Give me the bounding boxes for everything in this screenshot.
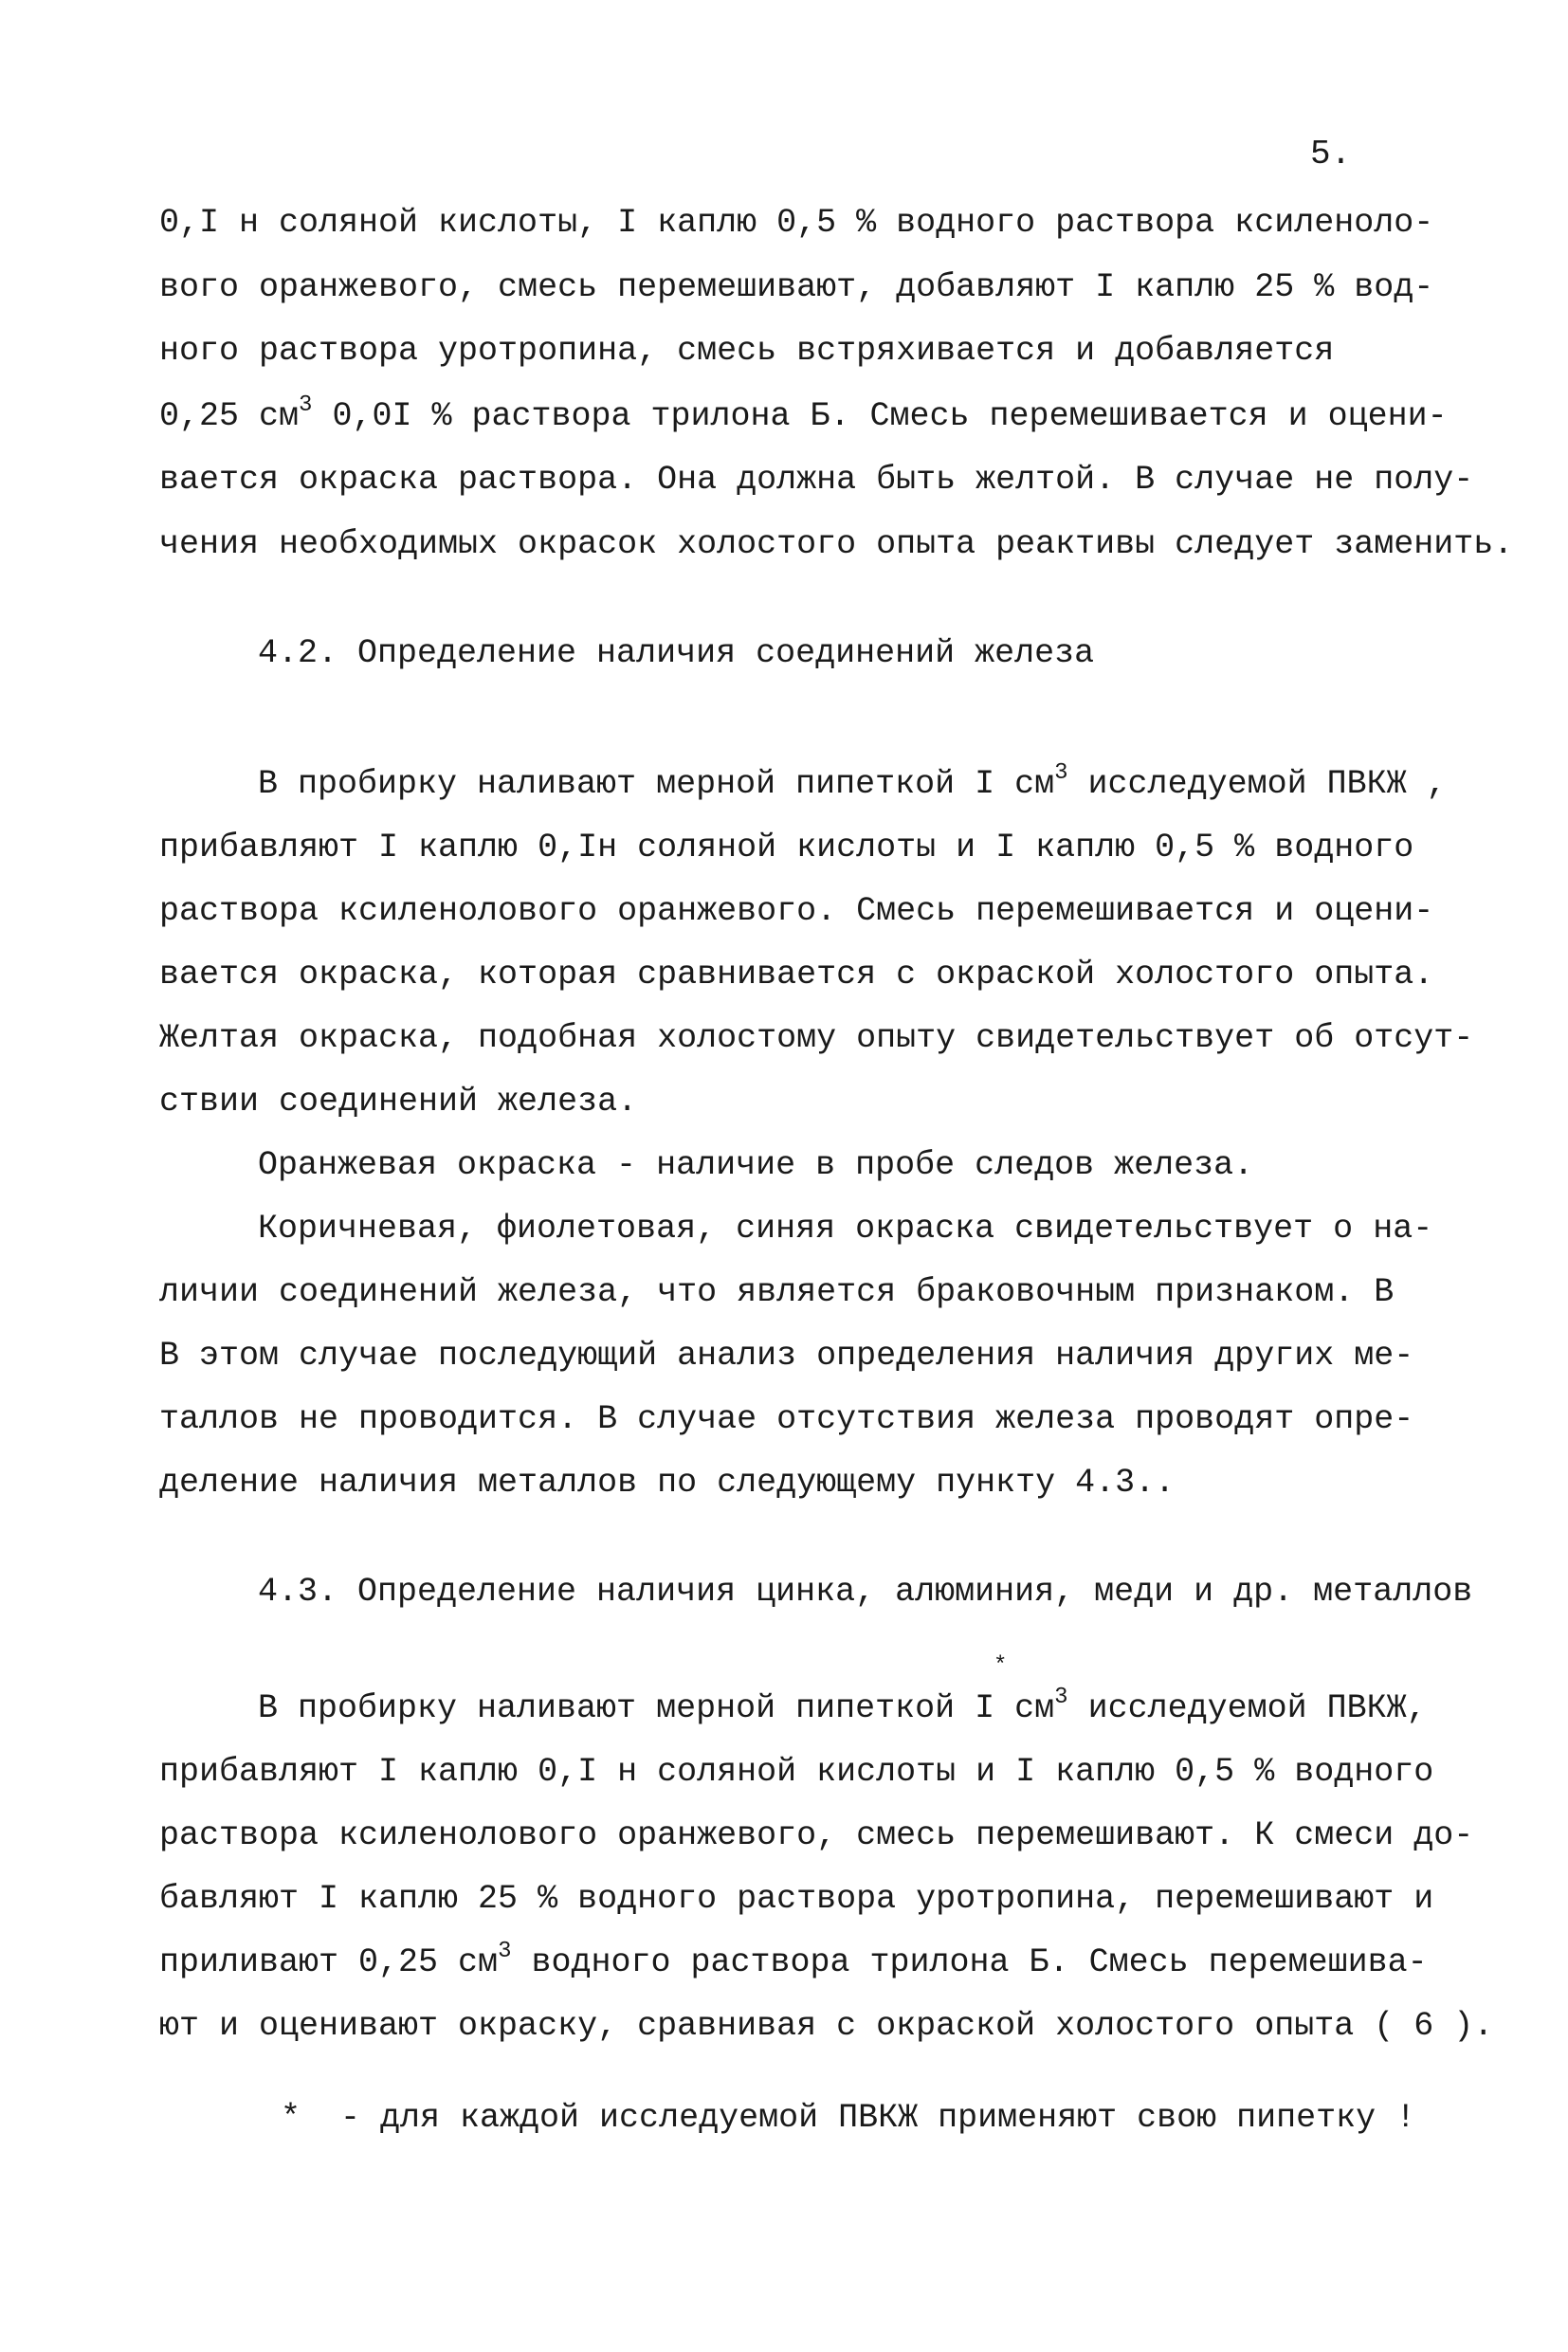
text-line: Коричневая, фиолетовая, синяя окраска свидетельствует о на- [258,1210,1433,1248]
section-heading: 4.3. Определение наличия цинка, алюминия, меди и др. металлов [258,1573,1473,1611]
text-line: прибавляют I каплю 0,I н соляной кислоты и I каплю 0,5 % водного [159,1753,1434,1791]
text-line: чения необходимых окрасок холостого опыта реактивы следует заменить. [159,525,1514,563]
text-line: вого оранжевого, смесь перемешивают, добавляют I каплю 25 % вод- [159,268,1434,306]
text-line: личии соединений железа, что является браковочным признаком. В [159,1273,1395,1311]
text-line: ют и оценивают окраску, сравнивая с окраской холостого опыта ( 6 ). [159,2007,1494,2045]
text-line: вается окраска раствора. Она должна быть желтой. В случае не полу- [159,461,1474,499]
text-line: ного раствора уротропина, смесь встряхивается и добавляется [159,332,1335,370]
text-line: раствора ксиленолового оранжевого, смесь перемешивают. К смеси до- [159,1816,1474,1854]
text-line: Оранжевая окраска - наличие в пробе следов железа. [258,1146,1254,1184]
text-line: В этом случае последующий анализ определения наличия других ме- [159,1337,1414,1375]
text-line: ствии соединений железа. [159,1083,638,1121]
footnote: * - для каждой исследуемой ПВКЖ применяют свою пипетку ! [281,2099,1416,2137]
text-line: раствора ксиленолового оранжевого. Смесь перемешивается и оцени- [159,892,1434,930]
text-line: бавляют I каплю 25 % водного раствора уротропина, перемешивают и [159,1880,1434,1918]
text-line: прибавляют I каплю 0,Iн соляной кислоты и I каплю 0,5 % водного [159,829,1414,866]
text-line: 0,25 $см^3$ 0,0I % раствора трилона Б. Смесь перемешивается и оцени- [159,392,1448,435]
section-heading: 4.2. Определение наличия соединений железа [258,634,1095,672]
footnote-marker: * [994,1653,1008,1679]
text-line: приливают 0,25 $см^3$ водного раствора трилона Б. Смесь перемешива- [159,1939,1428,1981]
text-line: вается окраска, которая сравнивается с окраской холостого опыта. [159,956,1434,994]
text-line: В пробирку наливают мерной пипеткой I $см^3$ исследуемой ПВКЖ, [258,1685,1427,1727]
page-number: 5. [1310,135,1352,173]
text-line: таллов не проводится. В случае отсутствия железа проводят опре- [159,1400,1414,1438]
text-line: В пробирку наливают мерной пипеткой I $см^3$ исследуемой ПВКЖ , [258,760,1447,803]
text-line: Желтая окраска, подобная холостому опыту свидетельствует об отсут- [159,1019,1474,1057]
text-line: деление наличия металлов по следующему пункту 4.3.. [159,1464,1176,1502]
text-line: 0,I н соляной кислоты, I каплю 0,5 % водного раствора ксиленоло- [159,204,1434,242]
